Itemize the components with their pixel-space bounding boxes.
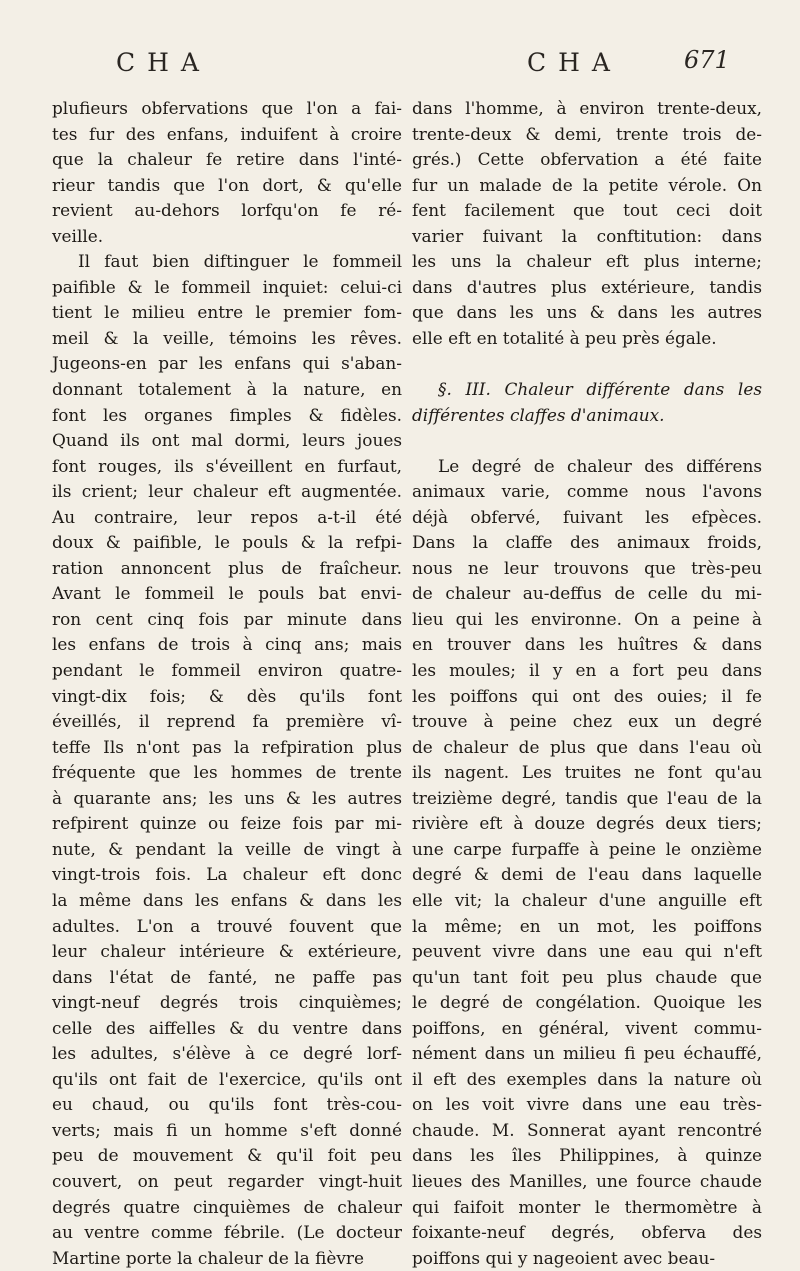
text-line: à quarante ans; les uns & les autres [52, 787, 402, 808]
right-column [412, 96, 762, 1271]
text-line: Au contraire, leur repos a-t-il été [52, 506, 402, 527]
section-heading-line: différentes claffes d'animaux. [412, 404, 665, 425]
text-line: éveillés, il reprend fa première vî- [52, 711, 402, 732]
text-line: donnant totalement à la nature, en [52, 379, 402, 400]
text-line: Le degré de chaleur des différens [438, 455, 762, 476]
text-line: treizième degré, tandis que l'eau de la [412, 787, 762, 808]
text-line: peuvent vivre dans une eau qui n'eft [412, 941, 762, 962]
text-line: fent facilement que tout ceci doit [412, 200, 762, 221]
text-line: teffe Ils n'ont pas la refpiration plus [52, 736, 402, 757]
section-heading-line: §. III. Chaleur différente dans les [438, 379, 762, 400]
running-header-right: CHA [527, 48, 622, 77]
text-line: vingt-trois fois. La chaleur eft donc [52, 864, 402, 885]
text-line: font rouges, ils s'éveillent en furfaut, [52, 455, 402, 476]
text-line: fréquente que les hommes de trente [52, 762, 402, 783]
text-line: font les organes fimples & fidèles. [52, 404, 402, 425]
text-line: poiffons, en général, vivent commu- [412, 1017, 762, 1038]
left-column [52, 96, 402, 1271]
text-line: paifible & le fommeil inquiet: celui-ci [52, 276, 402, 297]
text-line: rivière eft à douze degrés deux tiers; [412, 813, 762, 834]
text-line: Il faut bien diftinguer le fommeil [78, 251, 402, 272]
text-line: leur chaleur intérieure & extérieure, [52, 941, 402, 962]
text-line: de chaleur au-deffus de celle du mi- [412, 583, 762, 604]
text-line: qu'un tant foit peu plus chaude que [412, 966, 762, 987]
text-line: veille. [52, 225, 104, 246]
text-line: refpirent quinze ou feize fois par mi- [52, 813, 402, 834]
text-line: Jugeons-en par les enfans qui s'aban- [52, 353, 402, 374]
text-line: nément dans un milieu fi peu échauffé, [412, 1043, 762, 1064]
text-line: meil & la veille, témoins les rêves. [52, 327, 402, 348]
text-line: couvert, on peut regarder vingt-huit [52, 1170, 402, 1191]
text-line: animaux varie, comme nous l'avons [412, 481, 762, 502]
text-line: rieur tandis que l'on dort, & qu'elle [52, 174, 402, 195]
text-line: ils crient; leur chaleur eft augmentée. [52, 481, 402, 502]
text-line: tient le milieu entre le premier fom- [52, 302, 402, 323]
text-line: de chaleur de plus que dans l'eau où [412, 736, 762, 757]
text-line: plufieurs obfervations que l'on a fai- [52, 98, 402, 118]
text-line: vingt-dix fois; & dès qu'ils font [52, 685, 402, 706]
text-line: trente-deux & demi, trente trois de- [412, 123, 762, 144]
text-line: les uns la chaleur eft plus interne; [412, 251, 762, 272]
text-line: qu'ils ont fait de l'exercice, qu'ils ont [52, 1068, 402, 1089]
text-line [412, 351, 762, 377]
text-line: lieues des Manilles, une fource chaude [412, 1170, 762, 1191]
text-line: le degré de congélation. Quoique les [412, 992, 762, 1013]
text-line: chaude. M. Sonnerat ayant rencontré [412, 1119, 762, 1140]
text-line: Avant le fommeil le pouls bat envi- [52, 583, 402, 604]
text-line: qui faifoit monter le thermomètre à [412, 1196, 762, 1217]
text-line: la même dans les enfans & dans les [52, 889, 402, 910]
text-line [412, 428, 762, 454]
text-line: les enfans de trois à cinq ans; mais [52, 634, 402, 655]
text-line: peu de mouvement & qu'il foit peu [52, 1145, 402, 1166]
text-line: au ventre comme fébrile. (Le docteur [52, 1222, 402, 1243]
text-line: nute, & pendant la veille de vingt à [52, 838, 402, 859]
running-header-left: CHA [116, 48, 211, 77]
text-line: les adultes, s'élève à ce degré lorf- [52, 1043, 402, 1064]
text-line: on les voit vivre dans une eau très- [412, 1094, 762, 1115]
text-line: trouve à peine chez eux un degré [412, 711, 762, 732]
text-line: adultes. L'on a trouvé fouvent que [52, 915, 402, 936]
text-line: il eft des exemples dans la nature où [412, 1068, 762, 1089]
text-line: ils nagent. Les truites ne font qu'au [412, 762, 762, 783]
text-line: eu chaud, ou qu'ils font très-cou- [52, 1094, 402, 1115]
text-line: celle des aiffelles & du ventre dans [52, 1017, 402, 1038]
text-line: varier fuivant la conftitution: dans [412, 225, 762, 246]
text-line: doux & paifible, le pouls & la refpi- [52, 532, 402, 553]
text-line: en trouver dans les huîtres & dans [412, 634, 762, 655]
text-line: une carpe furpaffe à peine le onzième [412, 838, 762, 859]
text-line: tes fur des enfans, induifent à croire [52, 123, 402, 144]
text-line: pendant le fommeil environ quatre- [52, 660, 402, 681]
text-line: Dans la claffe des animaux froids, [412, 532, 762, 553]
text-line: lieu qui les environne. On a peine à [412, 608, 762, 629]
text-line: nous ne leur trouvons que très-peu [412, 557, 762, 578]
text-line: les poiffons qui ont des ouies; il fe [412, 685, 762, 706]
text-line: foixante-neuf degrés, obferva des [412, 1222, 762, 1243]
text-line: grés.) Cette obfervation a été faite [412, 149, 762, 170]
text-line: Martine porte la chaleur de la fièvre [52, 1247, 364, 1268]
text-line: les moules; il y en a fort peu dans [412, 660, 762, 681]
text-line: dans d'autres plus extérieure, tandis [412, 276, 762, 297]
page-number: 671 [684, 46, 730, 74]
text-line: dans l'homme, à environ trente-deux, [412, 98, 762, 118]
text-line: elle vit; la chaleur d'une anguille eft [412, 889, 762, 910]
text-line: dans les îles Philippines, à quinze [412, 1145, 762, 1166]
text-line: Quand ils ont mal dormi, leurs joues [52, 430, 402, 451]
text-line: revient au-dehors lorfqu'on fe ré- [52, 200, 402, 221]
text-line: ration annoncent plus de fraîcheur. [52, 557, 402, 578]
text-line: que dans les uns & dans les autres [412, 302, 762, 323]
text-line: dans l'état de fanté, ne paffe pas [52, 966, 402, 987]
text-line: fur un malade de la petite vérole. On [412, 174, 762, 195]
text-line: déjà obfervé, fuivant les efpèces. [412, 506, 762, 527]
text-line: verts; mais fi un homme s'eft donné [52, 1119, 402, 1140]
text-line: elle eft en totalité à peu près égale. [412, 327, 717, 348]
text-line: vingt-neuf degrés trois cinquièmes; [52, 992, 402, 1013]
text-line: degrés quatre cinquièmes de chaleur [52, 1196, 402, 1217]
text-line: degré & demi de l'eau dans laquelle [412, 864, 762, 885]
text-line: la même; en un mot, les poiffons [412, 915, 762, 936]
text-line: ron cent cinq fois par minute dans [52, 608, 402, 629]
text-line: poiffons qui y nageoient avec beau- [412, 1247, 716, 1268]
text-line: que la chaleur fe retire dans l'inté- [52, 149, 402, 170]
